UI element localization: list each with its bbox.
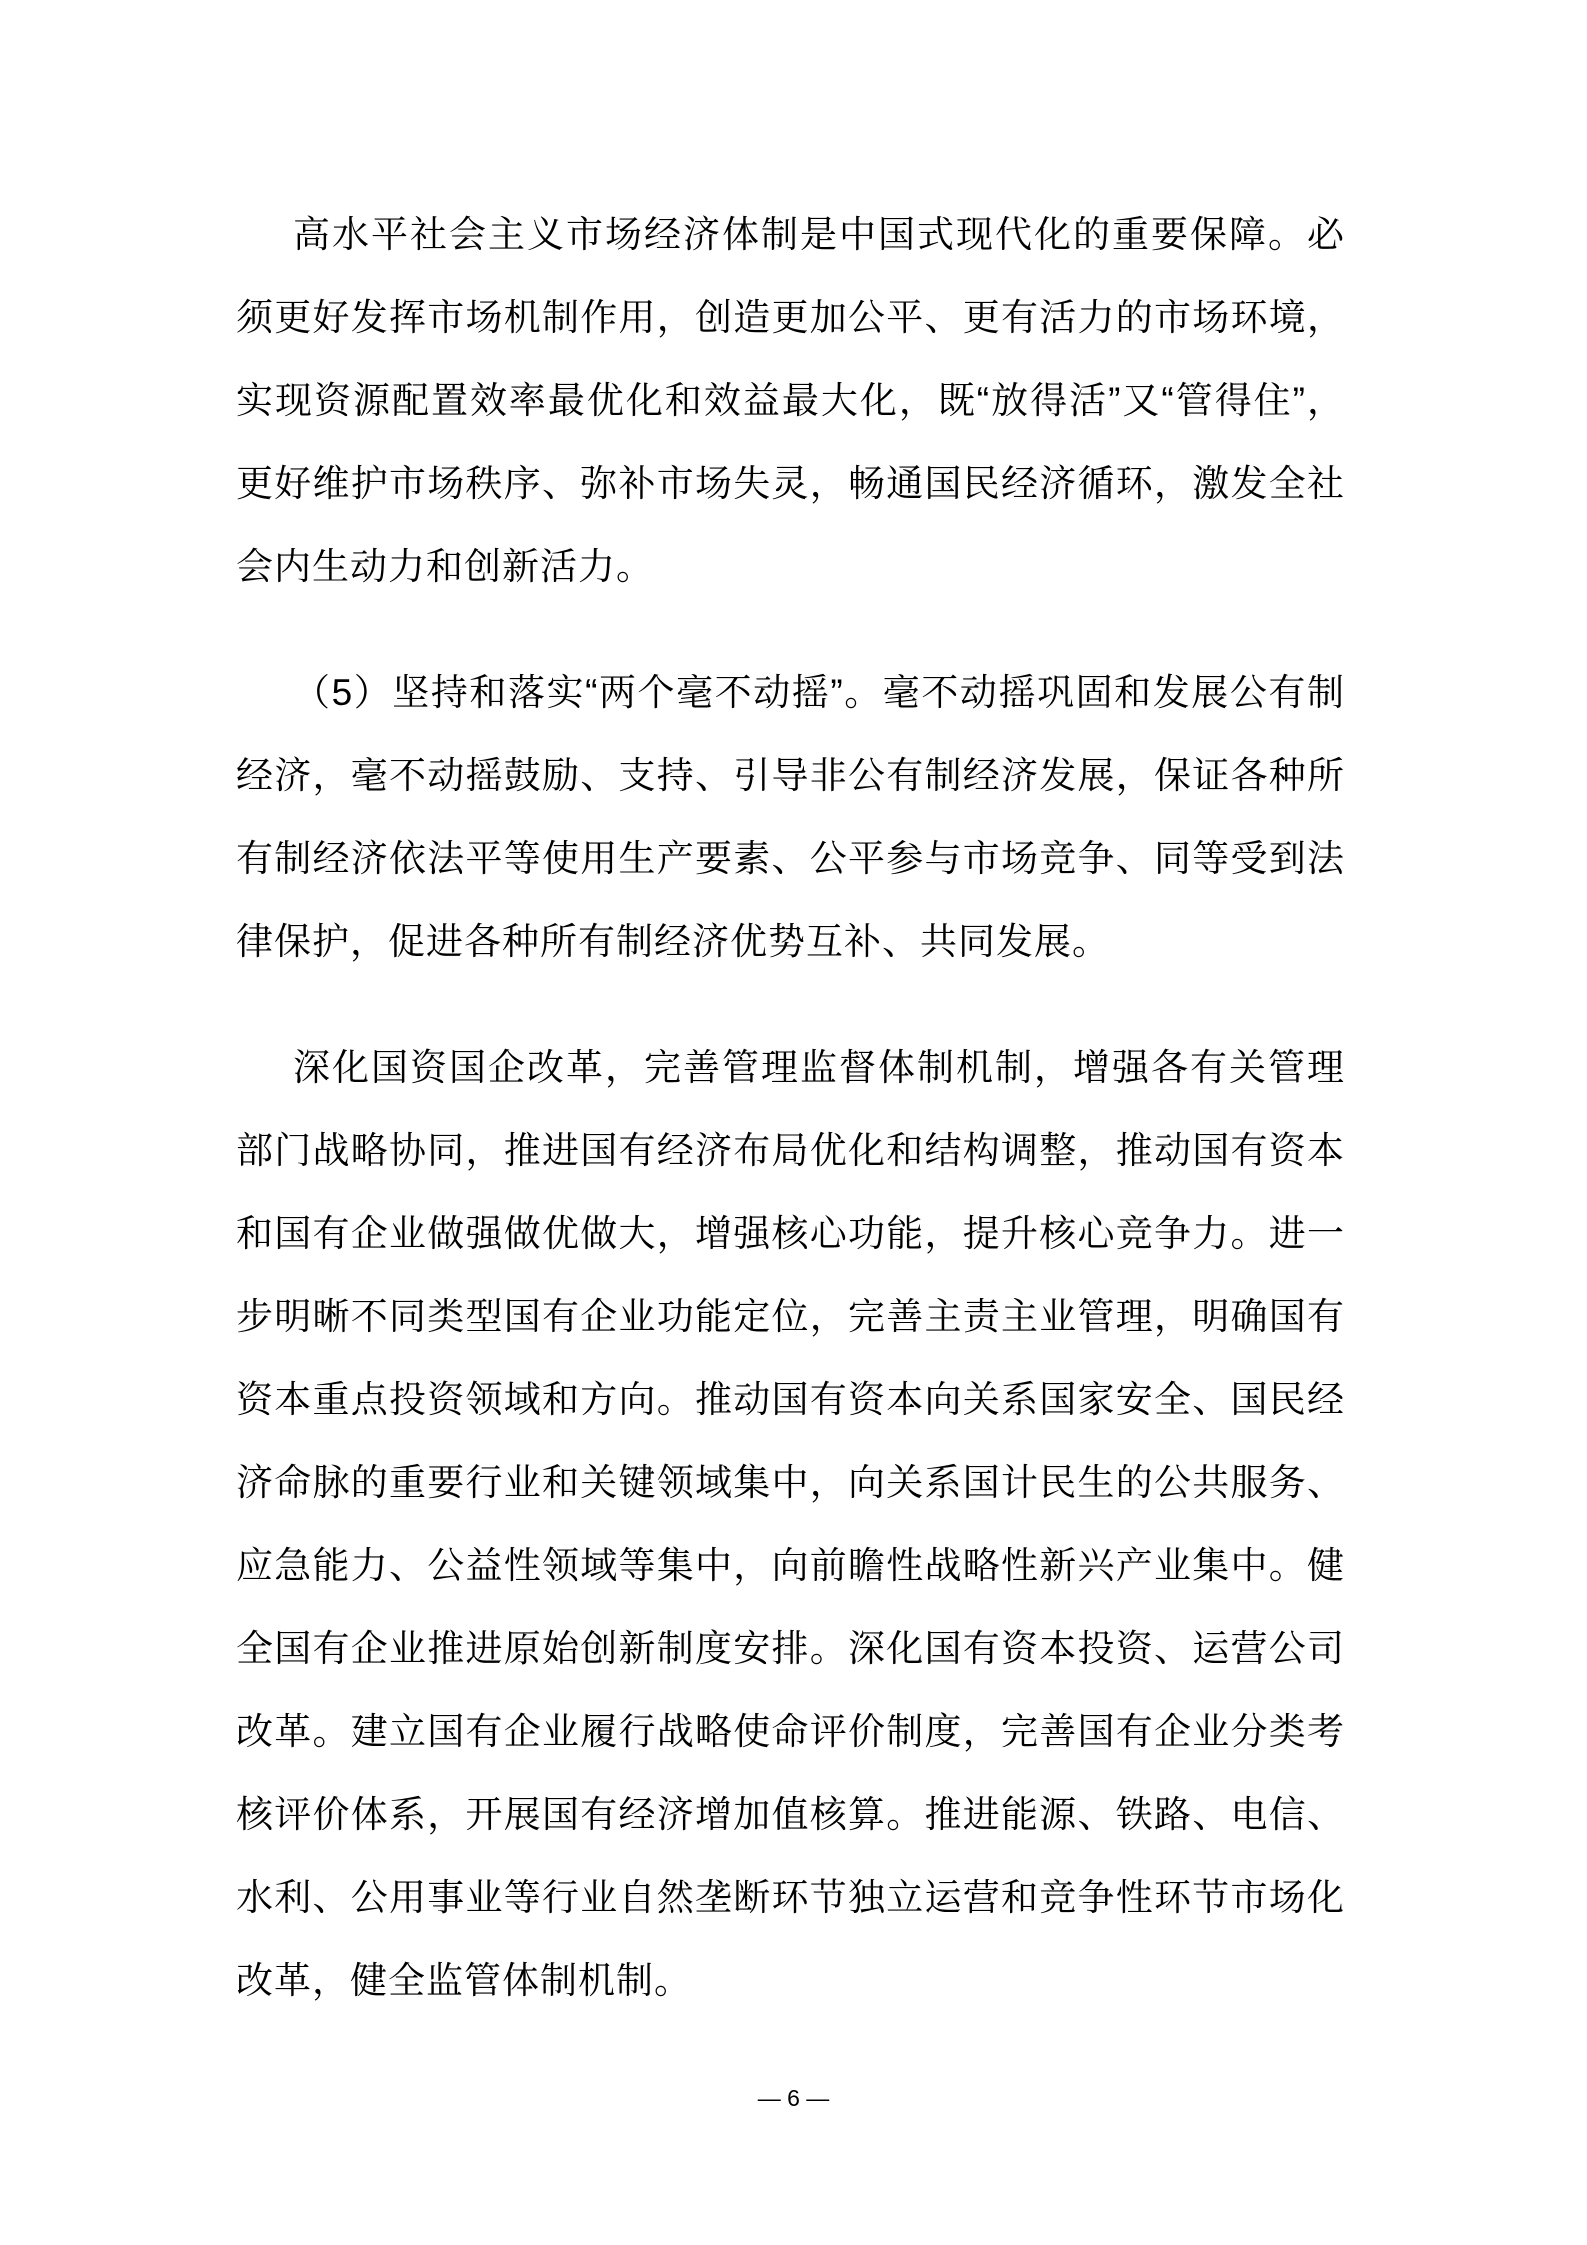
paragraph-item-5-two-unswervings: （5）坚持和落实“两个毫不动摇”。毫不动摇巩固和发展公有制经济，毫不动摇鼓励、支持、引导非公有制经济发展，保证各种所有制经济依法平等使用生产要素、公平参与市场竞争、同等受到法律保护，促进各种所有制经济优势互补、共同发展。: [236, 672, 1345, 962]
document-body: [236, 193, 1345, 2022]
paragraph-soe-reform: 深化国资国企改革，完善管理监督体制机制，增强各有关管理部门战略协同，推进国有经济布局优化和结构调整，推动国有资本和国有企业做强做优做大，增强核心功能，提升核心竞争力。进一步明晰不同类型国有企业功能定位，完善主责主业管理，明确国有资本重点投资领域和方向。推动国有资本向关系国家安全、国民经济命脉的重要行业和关键领域集中，向关系国计民生的公共服务、应急能力、公益性领域等集中，向前瞻性战略性新兴产业集中。健全国有企业推进原始创新制度安排。深化国有资本投资、运营公司改革。建立国有企业履行战略使命评价制度，完善国有企业分类考核评价体系，开展国有经济增加值核算。推进能源、铁路、电信、水利、公用事业等行业自然垄断环节独立运营和竞争性环节市场化改革，健全监管体制机制。: [236, 1047, 1345, 2001]
paragraph-market-economy: 高水平社会主义市场经济体制是中国式现代化的重要保障。必须更好发挥市场机制作用，创造更加公平、更有活力的市场环境，实现资源配置效率最优化和效益最大化，既“放得活”又“管得住”，更好维护市场秩序、弥补市场失灵，畅通国民经济循环，激发全社会内生动力和创新活力。: [236, 214, 1345, 587]
page-number: — 6 —: [757, 2085, 830, 2111]
